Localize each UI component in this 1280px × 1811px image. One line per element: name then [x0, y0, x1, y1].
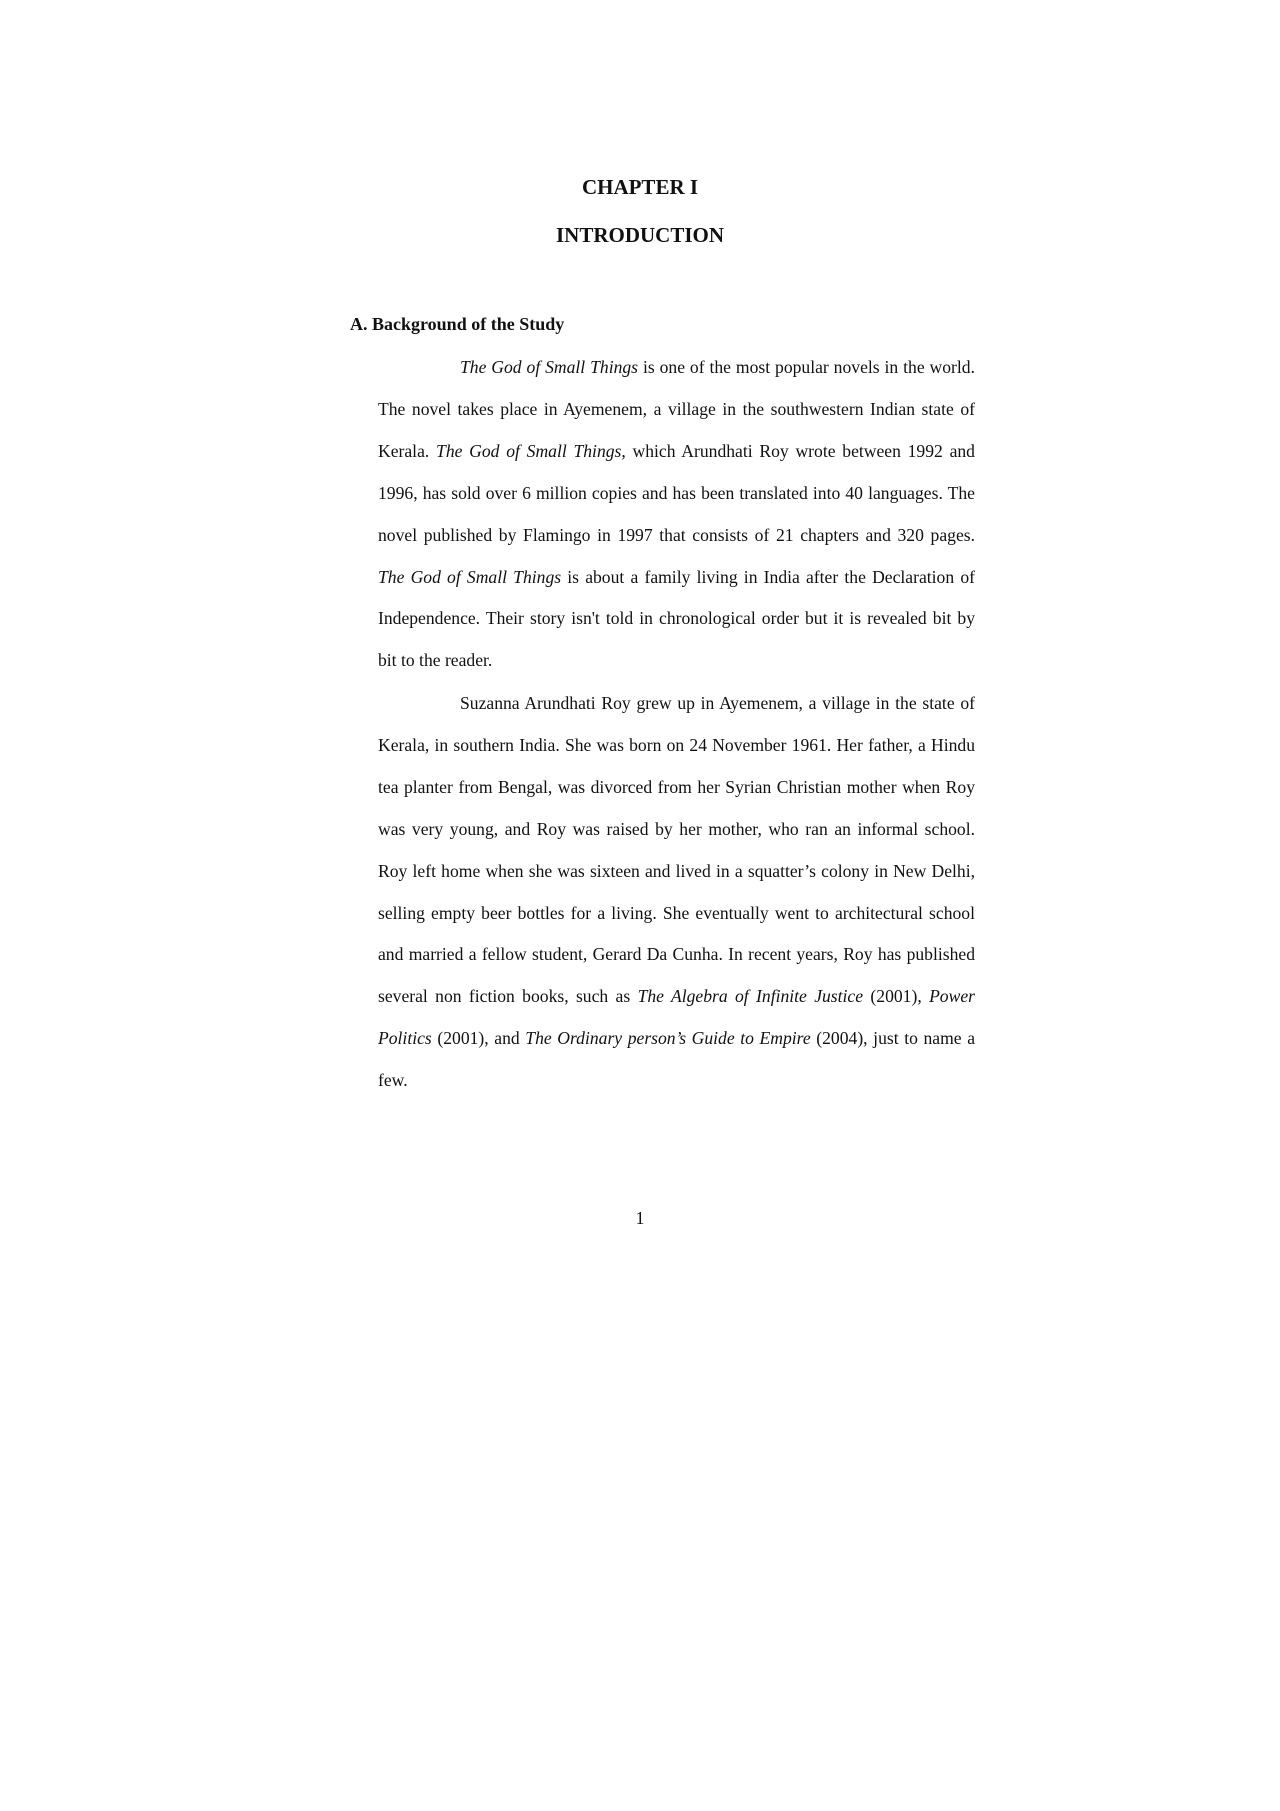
text-run: Suzanna Arundhati Roy grew up in Ayemenem, a village in the state of Kerala, in southern India. She was born on 24 November 1961. Her father, a Hindu tea planter from Bengal, was divorced from her Syrian Christian mother when Roy was very young, and Roy was raised by her mother, who ran an informal school. Roy left home when she was sixteen and lived in a squatter’s colony in New Delhi, selling empty beer bottles for a living. She eventually went to architectural school and married a fellow student, Gerard Da Cunha. In recent years, Roy has published several non fiction books, such as: [378, 693, 975, 1007]
text-run: , which Arundhati Roy wrote between 1992 and 1996, has sold over 6 million copies and has been translated into 40 languages. The novel published by Flamingo in 1997 that consists of 21 chapters and 320 pages.: [378, 440, 975, 545]
text-run: (2001), and: [431, 1028, 526, 1049]
book-title: The God of Small Things: [460, 357, 639, 377]
text-run: is about a family living in India after the Declaration of Independence. Their story isn't told in chronological order but it is revealed bit by bit to the reader.: [378, 566, 975, 671]
section-heading: A. Background of the Study: [350, 314, 565, 334]
book-title: Power Politics: [378, 986, 975, 1049]
book-title: The Ordinary person’s Guide to Empire: [525, 1028, 811, 1049]
chapter-number: CHAPTER I: [581, 175, 699, 199]
text-run: (2001),: [863, 986, 930, 1007]
book-title: The Algebra of Infinite Justice: [637, 986, 864, 1007]
book-title: The God of Small Things: [378, 566, 562, 587]
text-run: (2004), just to name a few.: [378, 1028, 975, 1091]
chapter-title: INTRODUCTION: [555, 223, 725, 247]
paragraph: [378, 347, 975, 682]
text-run: is one of the most popular novels in the world. The novel takes place in Ayemenem, a village in the southwestern Indian state of Kerala.: [378, 357, 975, 461]
page-number: 1: [635, 1208, 645, 1228]
paragraph: [378, 683, 975, 1102]
book-title: The God of Small Things: [436, 440, 622, 461]
